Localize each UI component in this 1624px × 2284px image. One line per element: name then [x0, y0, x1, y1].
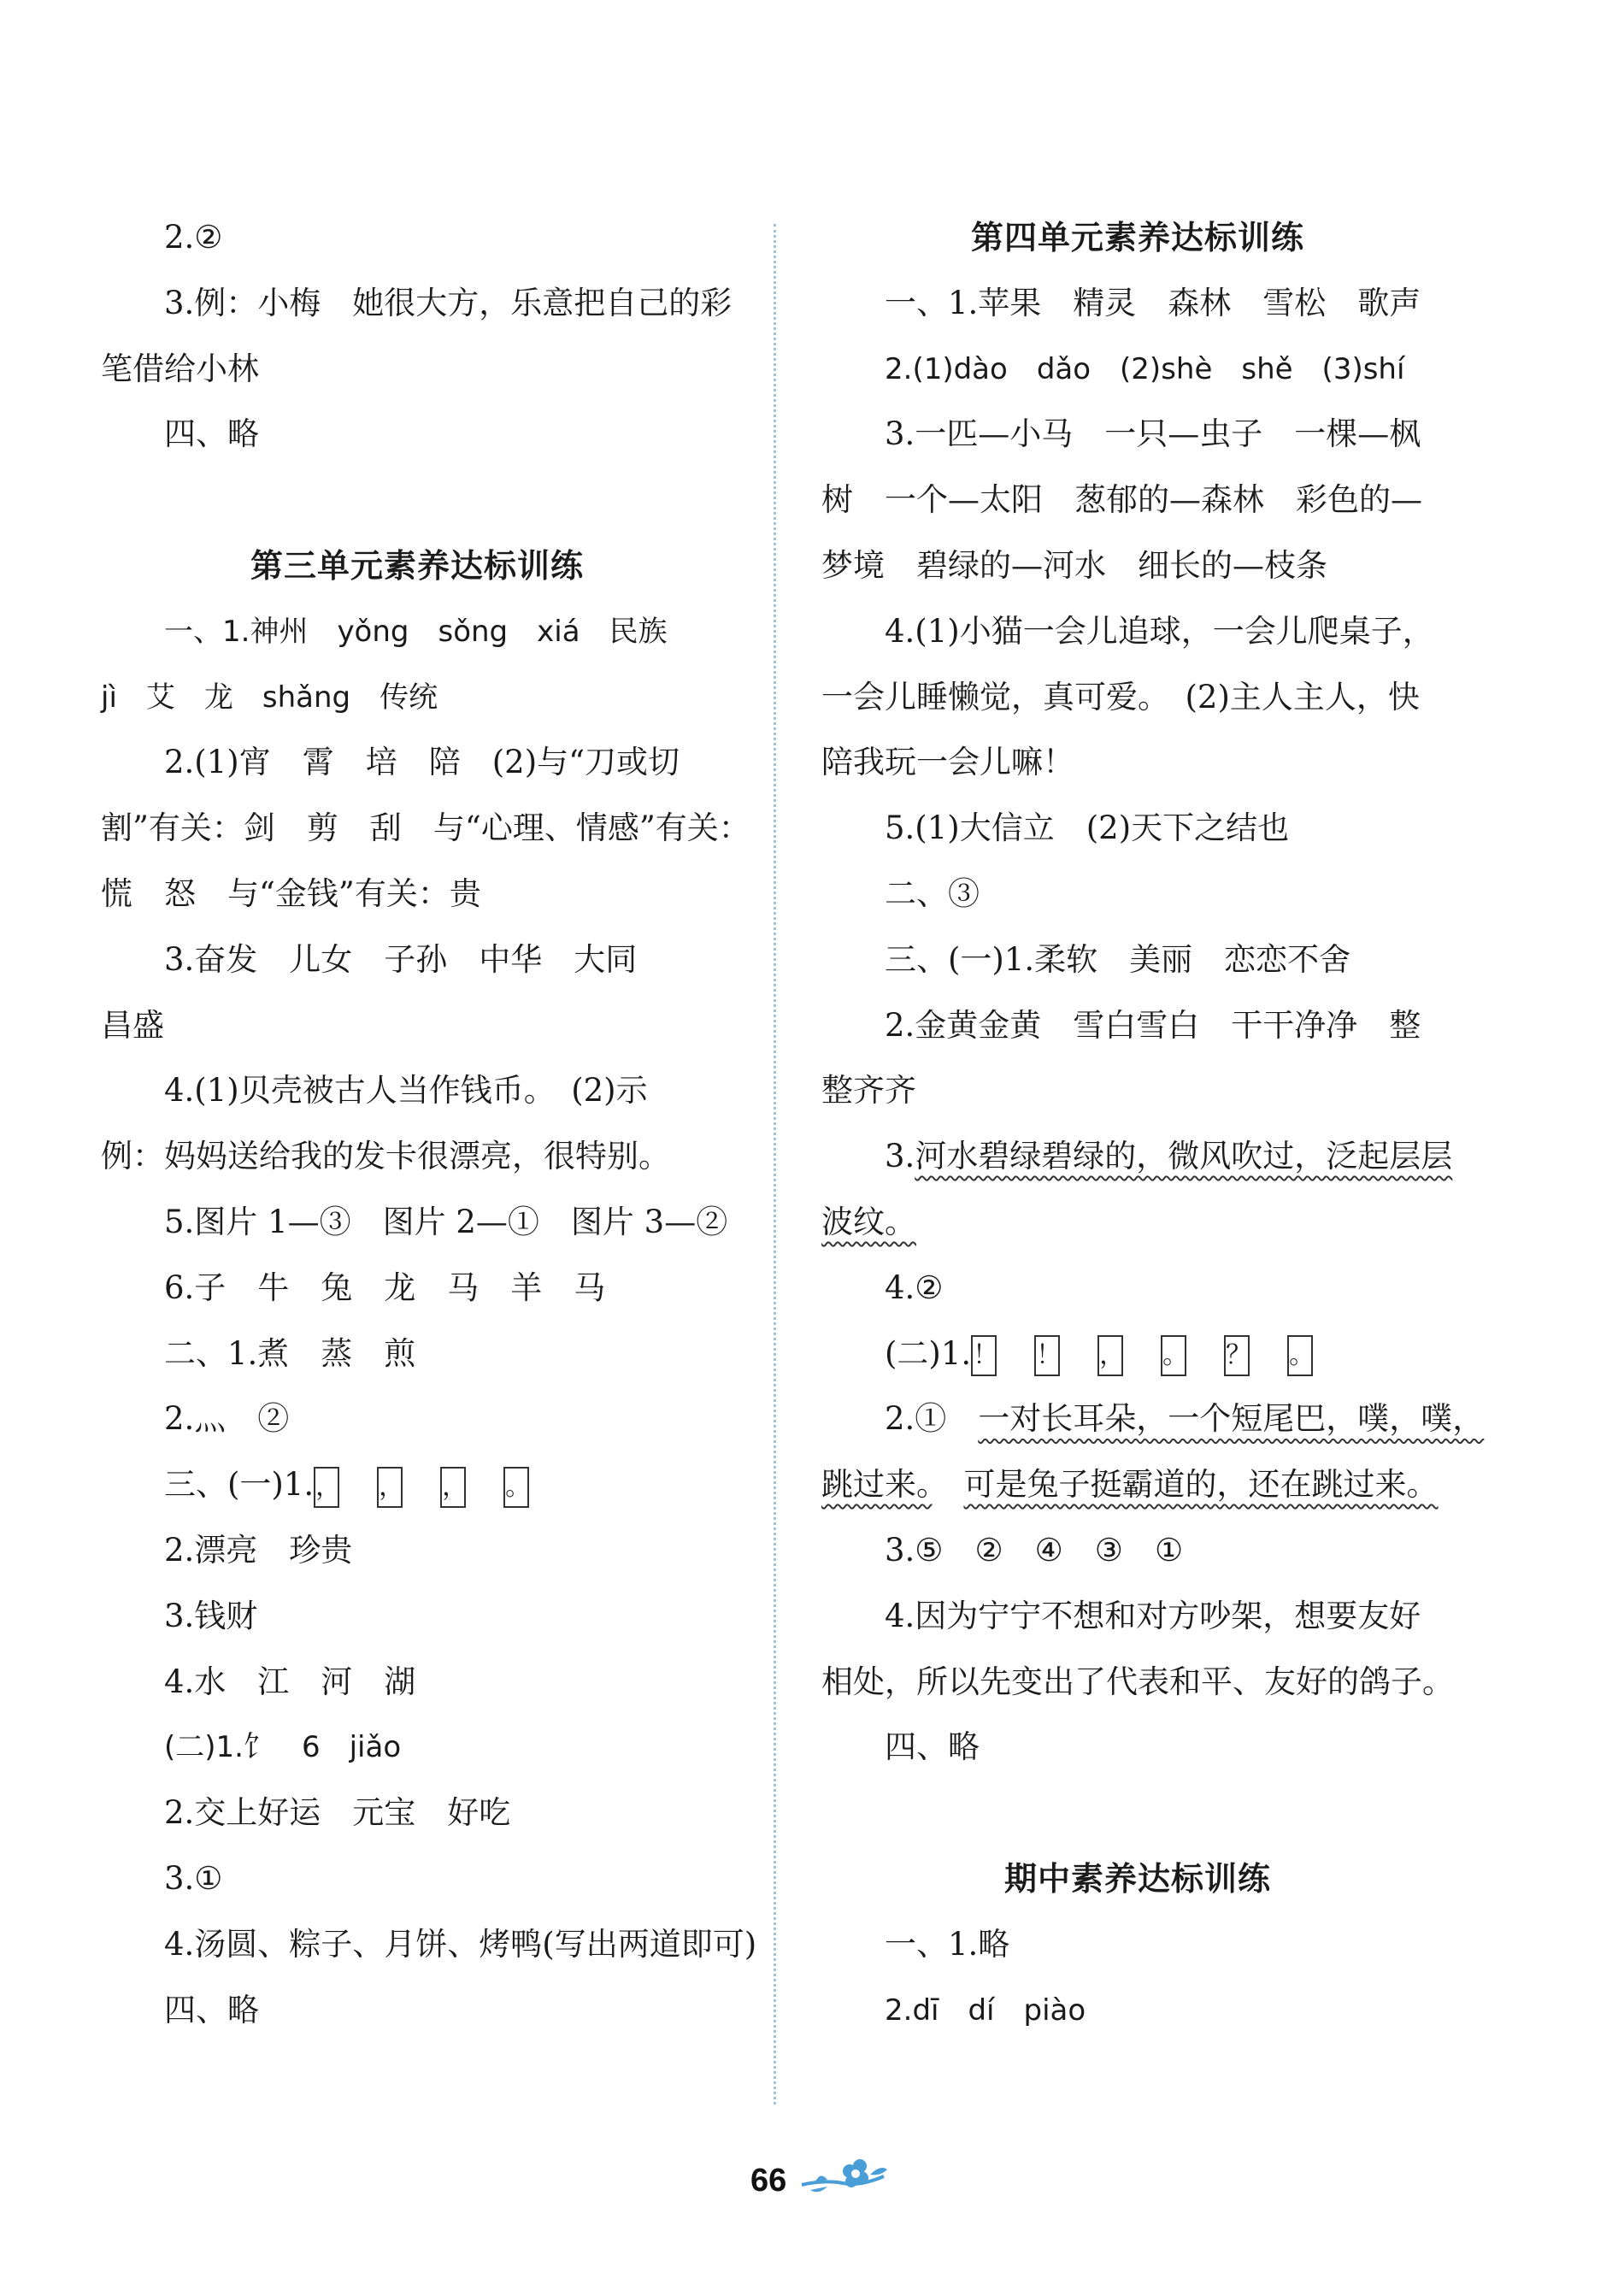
answer-line: 陪我玩一会儿嘛！: [821, 744, 1074, 781]
punctuation-box: ？: [1224, 1335, 1250, 1376]
answer-line: 二、③: [885, 874, 980, 912]
page-number: 66: [750, 2163, 787, 2199]
answer-line: 一会儿睡懒觉，真可爱。 (2)主人主人，快: [821, 678, 1420, 715]
answer-line: 3.例：小梅 她很大方，乐意把自己的彩: [164, 284, 733, 321]
answer-prefix: 2.①: [885, 1400, 979, 1438]
underlined-answer-line: [821, 1124, 1454, 1190]
wavy-underlined-text: 一对长耳朵，一个短尾巴，噗，噗，: [978, 1400, 1485, 1438]
answer-line: 笔借给小林: [101, 350, 259, 387]
answer-line: 2.②: [164, 219, 223, 256]
punctuation-box: 。: [1161, 1335, 1186, 1376]
answer-line: 3.①: [164, 1859, 223, 1897]
answer-line: 一、1.神州 yǒng sǒng xiá 民族: [164, 614, 668, 649]
punctuation-answer-line: [101, 1452, 733, 1518]
answer-line: 4.(1)小猫一会儿追球，一会儿爬桌子，: [885, 612, 1434, 650]
column-divider: [774, 224, 776, 2104]
answer-line: 慌 怒 与“金钱”有关：贵: [101, 874, 481, 912]
underlined-answer-line: [821, 1386, 1485, 1452]
answer-line: 2.灬 ②: [164, 1400, 290, 1438]
wavy-underlined-text: 可是兔子挺霸道的，还在跳过来。: [963, 1466, 1439, 1504]
answer-line: 3.奋发 儿女 子孙 中华 大同: [164, 940, 638, 978]
answer-line: 6.子 牛 兔 龙 马 羊 马: [164, 1269, 606, 1306]
punctuation-box: ！: [1034, 1335, 1060, 1376]
punctuation-box: ，: [377, 1467, 403, 1508]
answer-line: 2.漂亮 珍贵: [164, 1531, 353, 1569]
wavy-underlined-text: 河水碧绿碧绿的，微风吹过，泛起层层: [915, 1138, 1453, 1175]
answer-line: jì 艾 龙 shǎng 传统: [101, 680, 438, 715]
answer-line: 割”有关：剑 剪 刮 与“心理、情感”有关：: [101, 809, 750, 847]
answer-line: 4.②: [885, 1269, 944, 1306]
punctuation-box: ，: [314, 1467, 339, 1508]
answer-line: 4.因为宁宁不想和对方吵架，想要友好: [885, 1597, 1421, 1634]
section-title-midterm: 期中素养达标训练: [1003, 1858, 1271, 1898]
punctuation-box: 。: [503, 1467, 529, 1508]
answer-line: 相处，所以先变出了代表和平、友好的鸽子。: [821, 1663, 1454, 1700]
left-column: [101, 205, 757, 2043]
underlined-answer-line: [821, 1190, 1454, 1256]
underlined-answer-line: [821, 1452, 1454, 1518]
answer-line: 二、1.煮 蒸 煎: [164, 1334, 416, 1372]
answer-line: 昌盛: [101, 1006, 164, 1044]
wavy-underlined-text: 波纹。: [821, 1203, 916, 1240]
answer-line: 四、略: [164, 415, 259, 453]
answer-prefix: (二)1.: [885, 1334, 972, 1372]
answer-line: 2.交上好运 元宝 好吃: [164, 1794, 511, 1832]
answer-line: 4.(1)贝壳被古人当作钱币。 (2)示: [164, 1072, 648, 1110]
answer-line: 5.图片 1—③ 图片 2—① 图片 3—②: [164, 1203, 728, 1240]
answer-line: 一、1.略: [885, 1925, 1010, 1963]
answer-line: 四、略: [164, 1991, 259, 2028]
answer-line: 2.金黄金黄 雪白雪白 干干净净 整: [885, 1006, 1421, 1044]
answer-line: 2.dī dí piào: [885, 1993, 1086, 2028]
answer-line: 梦境 碧绿的—河水 细长的—枝条: [821, 546, 1327, 584]
answer-line: 5.(1)大信立 (2)天下之结也: [885, 809, 1290, 847]
answer-line: 3.一匹—小马 一只—虫子 一棵—枫: [885, 415, 1421, 453]
section-title-unit-3: 第三单元素养达标训练: [250, 545, 584, 585]
punctuation-answer-line: [821, 1322, 1454, 1387]
punctuation-box: ！: [971, 1335, 997, 1376]
answer-line: 树 一个—太阳 葱郁的—森林 彩色的—: [821, 481, 1422, 519]
punctuation-box: ，: [1097, 1335, 1123, 1376]
answer-line: 3.⑤ ② ④ ③ ①: [885, 1531, 1184, 1569]
answer-prefix: 三、(一)1.: [164, 1466, 315, 1504]
answer-line: 2.(1)宵 霄 培 陪 (2)与“刀或切: [164, 744, 680, 781]
flower-icon: [798, 2151, 892, 2202]
answer-line: 2.(1)dào dǎo (2)shè shě (3)shí: [885, 351, 1405, 386]
answer-line: 一、1.苹果 精灵 森林 雪松 歌声: [885, 284, 1421, 321]
answer-prefix: 3.: [885, 1138, 915, 1175]
answer-line: 四、略: [885, 1728, 980, 1766]
answer-line: 整齐齐: [821, 1072, 916, 1110]
answer-line: 例：妈妈送给我的发卡很漂亮，很特别。: [101, 1138, 670, 1175]
answer-line: 4.水 江 河 湖: [164, 1663, 416, 1700]
answer-line: (二)1.饣 6 jiǎo: [164, 1730, 402, 1765]
answer-line: 4.汤圆、粽子、月饼、烤鸭(写出两道即可): [164, 1925, 757, 1963]
answer-line: 三、(一)1.柔软 美丽 恋恋不舍: [885, 940, 1351, 978]
wavy-underlined-text: 跳过来。: [821, 1466, 933, 1504]
punctuation-box: ，: [440, 1467, 466, 1508]
answer-line: 3.钱财: [164, 1597, 258, 1634]
section-title-unit-4: 第四单元素养达标训练: [970, 218, 1304, 256]
right-column: [821, 205, 1485, 2043]
punctuation-box: 。: [1287, 1335, 1313, 1376]
